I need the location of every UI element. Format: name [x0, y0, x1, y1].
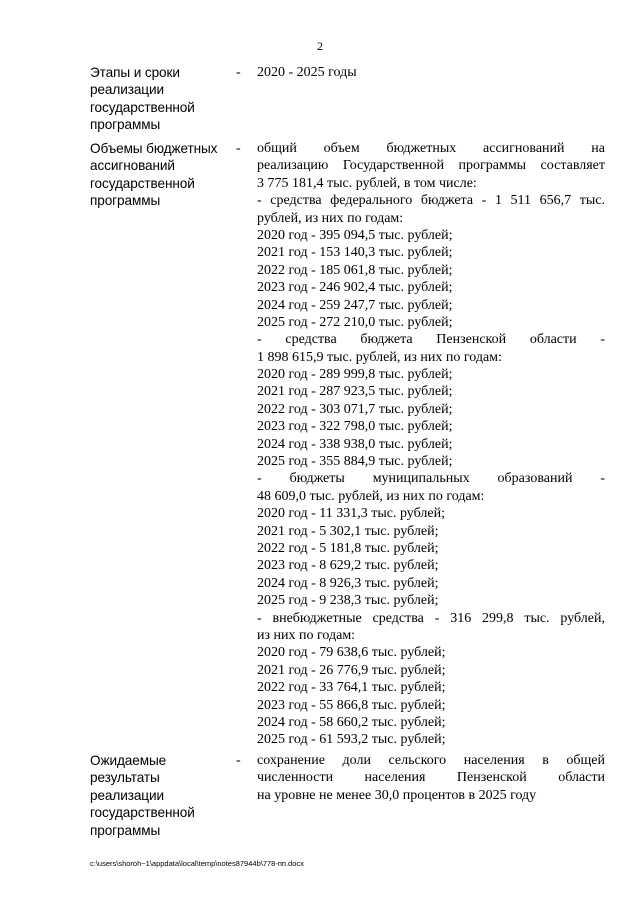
content-line: 2023 год - 55 866,8 тыс. рублей;: [257, 697, 446, 713]
content-line: 2025 год - 355 884,9 тыс. рублей;: [257, 454, 453, 470]
row-label-line: реализации: [90, 82, 164, 98]
content-line: реализацию Государственной программы составляет: [257, 158, 605, 174]
row-label-line: программы: [90, 822, 161, 838]
content-line: 2025 год - 272 210,0 тыс. рублей;: [257, 314, 453, 330]
content-line: 2021 год - 153 140,3 тыс. рублей;: [257, 245, 453, 261]
row-label-line: государственной: [90, 99, 195, 115]
content-line: 2024 год - 259 247,7 тыс. рублей;: [257, 297, 453, 313]
content-line: - внебюджетные средства - 316 299,8 тыс. рублей,: [257, 610, 605, 626]
content-line: 2021 год - 287 923,5 тыс. рублей;: [257, 384, 453, 400]
content-line: численности населения Пензенской области: [257, 770, 605, 786]
content-line: 2024 год - 58 660,2 тыс. рублей;: [257, 714, 446, 730]
row-label-line: программы: [90, 117, 161, 133]
row-dash: -: [236, 753, 241, 768]
row-label-line: Ожидаемые: [90, 753, 167, 768]
content-line: - средства бюджета Пензенской области -: [257, 332, 605, 348]
row-label: [90, 140, 228, 210]
row-dash: -: [236, 141, 241, 156]
content-line: 2024 год - 338 938,0 тыс. рублей;: [257, 436, 453, 452]
row-label-line: программы: [90, 193, 161, 209]
content-line: рублей, из них по годам:: [257, 210, 404, 226]
row-label-line: реализации: [90, 787, 164, 803]
footer-file-path: c:\users\shoroh~1\appdata\local\temp\notes87944b\778-пп.docx: [90, 859, 304, 868]
content-line: 48 609,0 тыс. рублей, из них по годам:: [257, 488, 485, 504]
content-line: сохранение доли сельского населения в общей: [257, 753, 605, 768]
content-line: 2020 год - 289 999,8 тыс. рублей;: [257, 367, 453, 383]
content-line: 1 898 615,9 тыс. рублей, из них по годам:: [257, 349, 502, 365]
content-line: 2022 год - 303 071,7 тыс. рублей;: [257, 401, 453, 417]
content-line: общий объем бюджетных ассигнований на: [257, 141, 605, 156]
content-line: - бюджеты муниципальных образований -: [257, 471, 605, 487]
content-line: 2021 год - 26 776,9 тыс. рублей;: [257, 662, 446, 678]
content-line: 2023 год - 246 902,4 тыс. рублей;: [257, 280, 453, 296]
row-label-line: государственной: [90, 805, 195, 821]
content-line: 2020 год - 79 638,6 тыс. рублей;: [257, 645, 446, 661]
content-line: 2022 год - 5 181,8 тыс. рублей;: [257, 540, 439, 556]
content-line: 2025 год - 61 593,2 тыс. рублей;: [257, 732, 446, 748]
row-label: [90, 64, 228, 134]
content-line: 2024 год - 8 926,3 тыс. рублей;: [257, 575, 439, 591]
row-label: [90, 752, 228, 839]
content-line: 2022 год - 185 061,8 тыс. рублей;: [257, 262, 453, 278]
row-content: [257, 64, 605, 81]
row-label-line: ассигнований: [90, 158, 175, 174]
content-line: 2025 год - 9 238,3 тыс. рублей;: [257, 593, 439, 609]
content-line: 2023 год - 322 798,0 тыс. рублей;: [257, 419, 453, 435]
content-line: 2020 год - 395 094,5 тыс. рублей;: [257, 227, 453, 243]
content-line: 2020 год - 11 331,3 тыс. рублей;: [257, 506, 445, 522]
content-line: 2021 год - 5 302,1 тыс. рублей;: [257, 523, 439, 539]
content-line: 2022 год - 33 764,1 тыс. рублей;: [257, 680, 446, 696]
content-line: 2023 год - 8 629,2 тыс. рублей;: [257, 558, 439, 574]
row-dash: -: [236, 65, 241, 80]
content-line: - средства федерального бюджета - 1 511 656,7 тыс.: [257, 193, 605, 209]
content-line: 3 775 181,4 тыс. рублей, в том числе:: [257, 175, 477, 191]
row-label-line: Этапы и сроки: [90, 65, 180, 80]
content-line: на уровне не менее 30,0 процентов в 2025 году: [257, 787, 537, 803]
row-content: [257, 752, 605, 804]
row-label-line: Объемы бюджетных: [90, 141, 218, 156]
row-label-line: результаты: [90, 770, 160, 786]
content-line: из них по годам:: [257, 627, 356, 643]
content-line: 2020 - 2025 годы: [257, 65, 357, 80]
row-content: [257, 140, 605, 749]
row-label-line: государственной: [90, 175, 195, 191]
page-number: 2: [317, 39, 323, 53]
